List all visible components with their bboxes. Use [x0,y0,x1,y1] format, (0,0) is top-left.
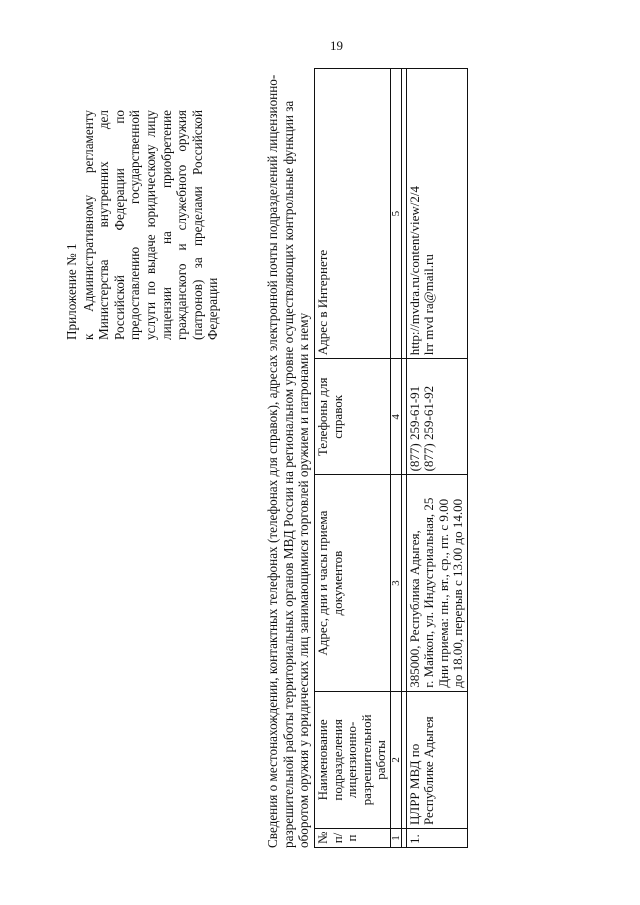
contacts-table-wrapper [314,68,468,848]
header-number: № п/п [315,829,391,848]
table-row [406,69,467,848]
header-department: Наименование подразделения лицензионно-разрешительной работы [315,691,391,828]
table-header-row [315,69,391,848]
column-number: 2 [390,691,401,828]
department-phones [406,359,467,475]
row-number: 1. [406,829,467,848]
address-line: 385000, Республика Адыгея, [406,530,422,688]
header-internet: Адрес в Интернете [315,69,391,359]
column-number: 1 [390,829,401,848]
department-internet [406,69,467,359]
column-number-row [390,69,401,848]
address-line: Дни приема: пн., вт., ср., пт. с 9.00 [435,498,451,688]
header-phones: Телефоны для справок [315,359,391,475]
document-body [50,60,470,860]
phone-number: (877) 259-61-92 [421,385,436,472]
email-address[interactable]: lrr mvd ra@mail.ru [421,254,436,356]
page-number: 19 [330,38,343,53]
column-number: 4 [390,359,401,475]
annex-block [64,110,221,340]
department-address [406,475,467,691]
header-address: Адрес, дни и часы приема документов [315,475,391,691]
column-number: 5 [390,69,401,359]
department-name: ЦЛРР МВД по Республике Адыгея [406,691,467,828]
document-heading: Сведения о местонахождении, контактных телефонах (телефонах для справок), адресах электронной почты подразделений лицензионно-разрешительной работы территориальных органов МВД России на региональном уровне осуществляющих контрольные функции за оборотом оружия у юридических лиц занимающимися торговлей оружием и патронами к нему [265,74,312,848]
column-number: 3 [390,475,401,691]
annex-text: к Административному регламенту Министерства внутренних дел Российской Федерации по предоставлению государственной услуги по выдаче юридическому лицу лицензии на приобретение гражданского и служебного оружия (патронов) за пределами Российской Федерации [80,110,221,340]
website-link[interactable]: http://mvdra.ru/content/view/2/4 [406,185,422,356]
contacts-table [314,68,468,848]
address-line: г. Майкоп, ул. Индустриальная, 25 [421,497,436,688]
phone-number: (877) 259-61-91 [406,385,422,472]
annex-title: Приложение № 1 [64,243,79,340]
address-line: до 18.00, перерыв с 13.00 до 14.00 [450,498,465,688]
